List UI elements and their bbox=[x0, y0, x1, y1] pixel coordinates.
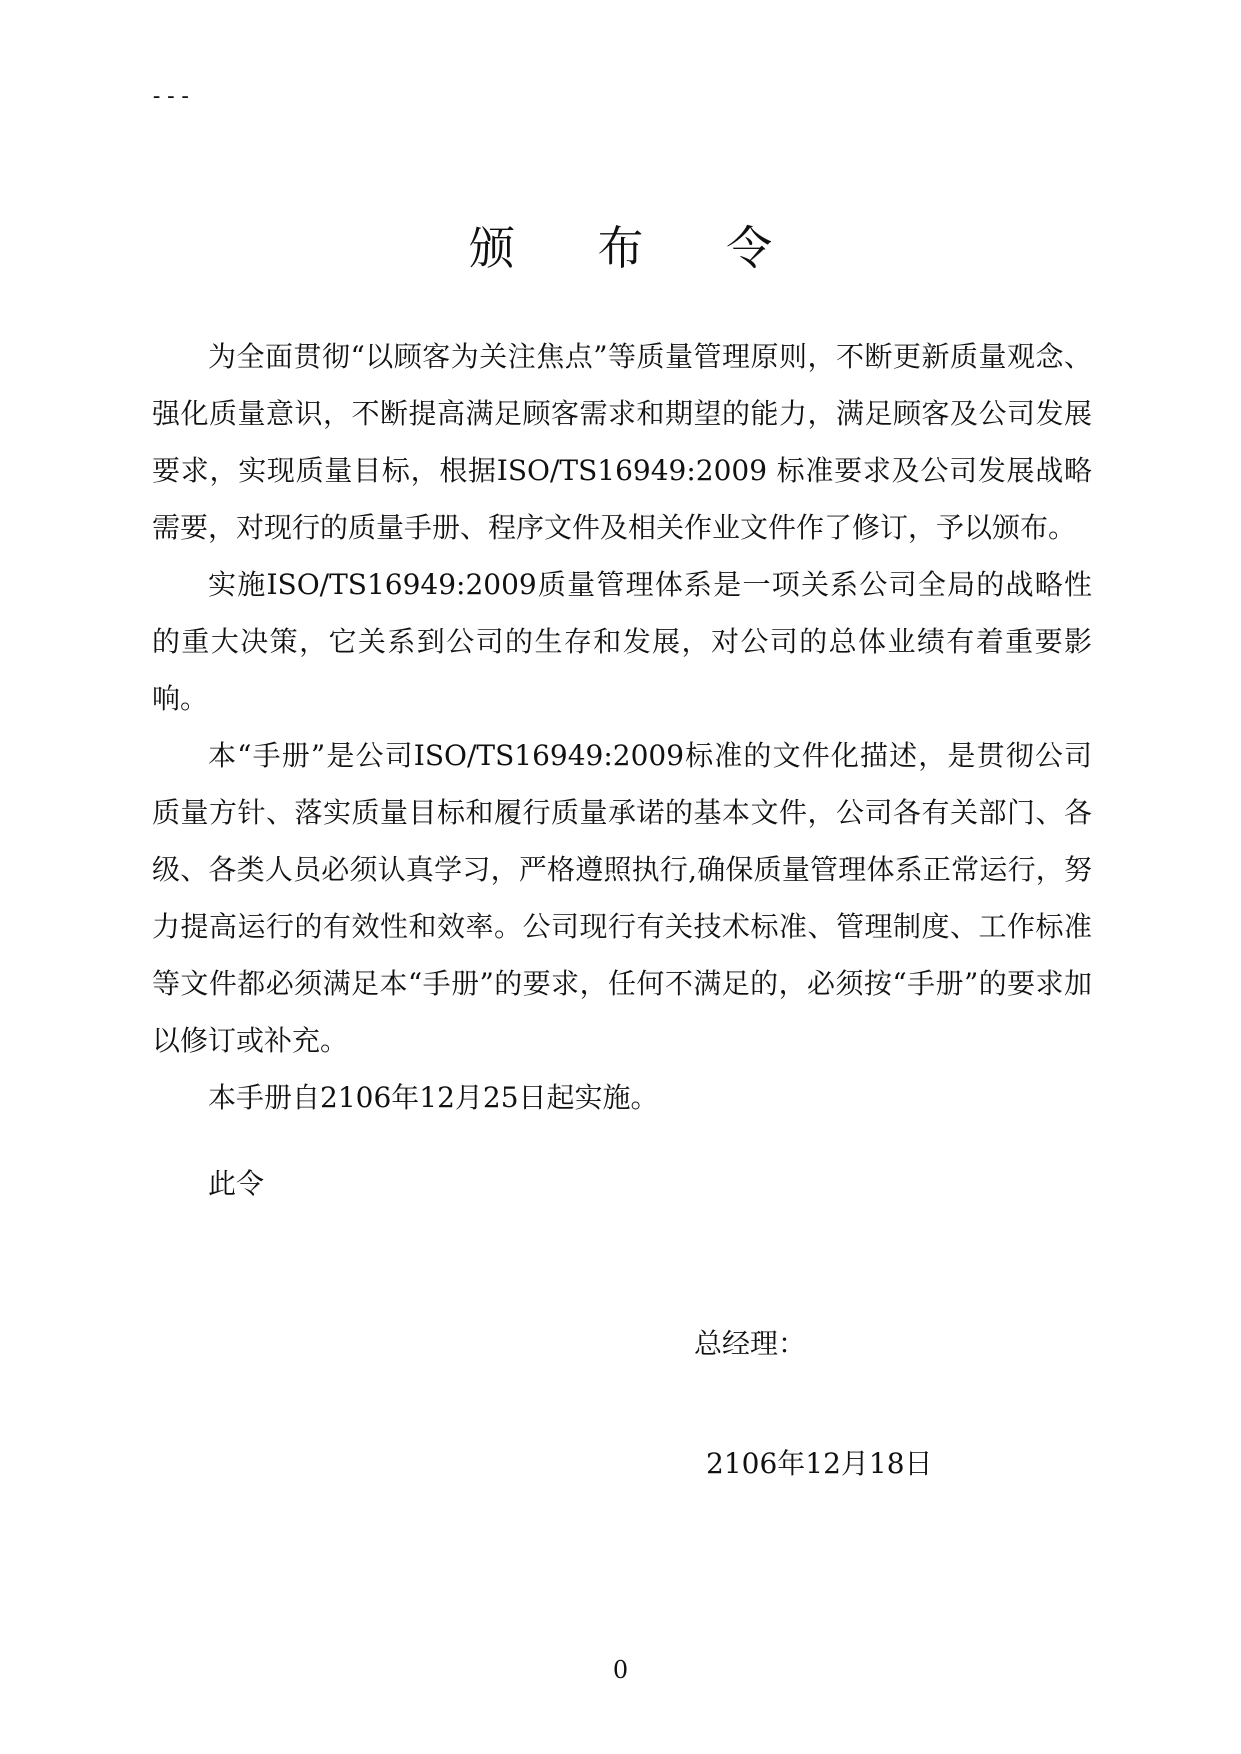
signing-date: 2106年12月18日 bbox=[706, 1447, 933, 1480]
paragraph-significance: 实施ISO/TS16949:2009质量管理体系是一项关系公司全局的战略性的重大决策，它关系到公司的生存和发展，对公司的总体业绩有着重要影响。 bbox=[152, 568, 1092, 715]
page-number: 0 bbox=[612, 1656, 629, 1684]
general-manager-label: 总经理： bbox=[694, 1327, 807, 1360]
paragraph-effective-date: 本手册自2106年12月25日起实施。 bbox=[208, 1081, 659, 1114]
document-body bbox=[152, 328, 1092, 1126]
order-line: 此令 bbox=[208, 1167, 265, 1200]
paragraph-intro: 为全面贯彻“以顾客为关注焦点”等质量管理原则，不断更新质量观念、强化质量意识，不断提高满足顾客需求和期望的能力，满足顾客及公司发展要求，实现质量目标，根据ISO/TS16949:2009 标准要求及公司发展战略需要，对现行的质量手册、程序文件及相关作业文件作了修订，予以颁布。 bbox=[152, 340, 1092, 544]
header-mark: --- bbox=[150, 84, 193, 109]
paragraph-manual-description: 本“手册”是公司ISO/TS16949:2009标准的文件化描述，是贯彻公司质量方针、落实质量目标和履行质量承诺的基本文件，公司各有关部门、各级、各类人员必须认真学习，严格遵照执行,确保质量管理体系正常运行，努力提高运行的有效性和效率。公司现行有关技术标准、管理制度、工作标准等文件都必须满足本“手册”的要求，任何不满足的，必须按“手册”的要求加以修订或补充。 bbox=[152, 739, 1092, 1057]
document-title: 颁 布 令 bbox=[468, 221, 807, 275]
